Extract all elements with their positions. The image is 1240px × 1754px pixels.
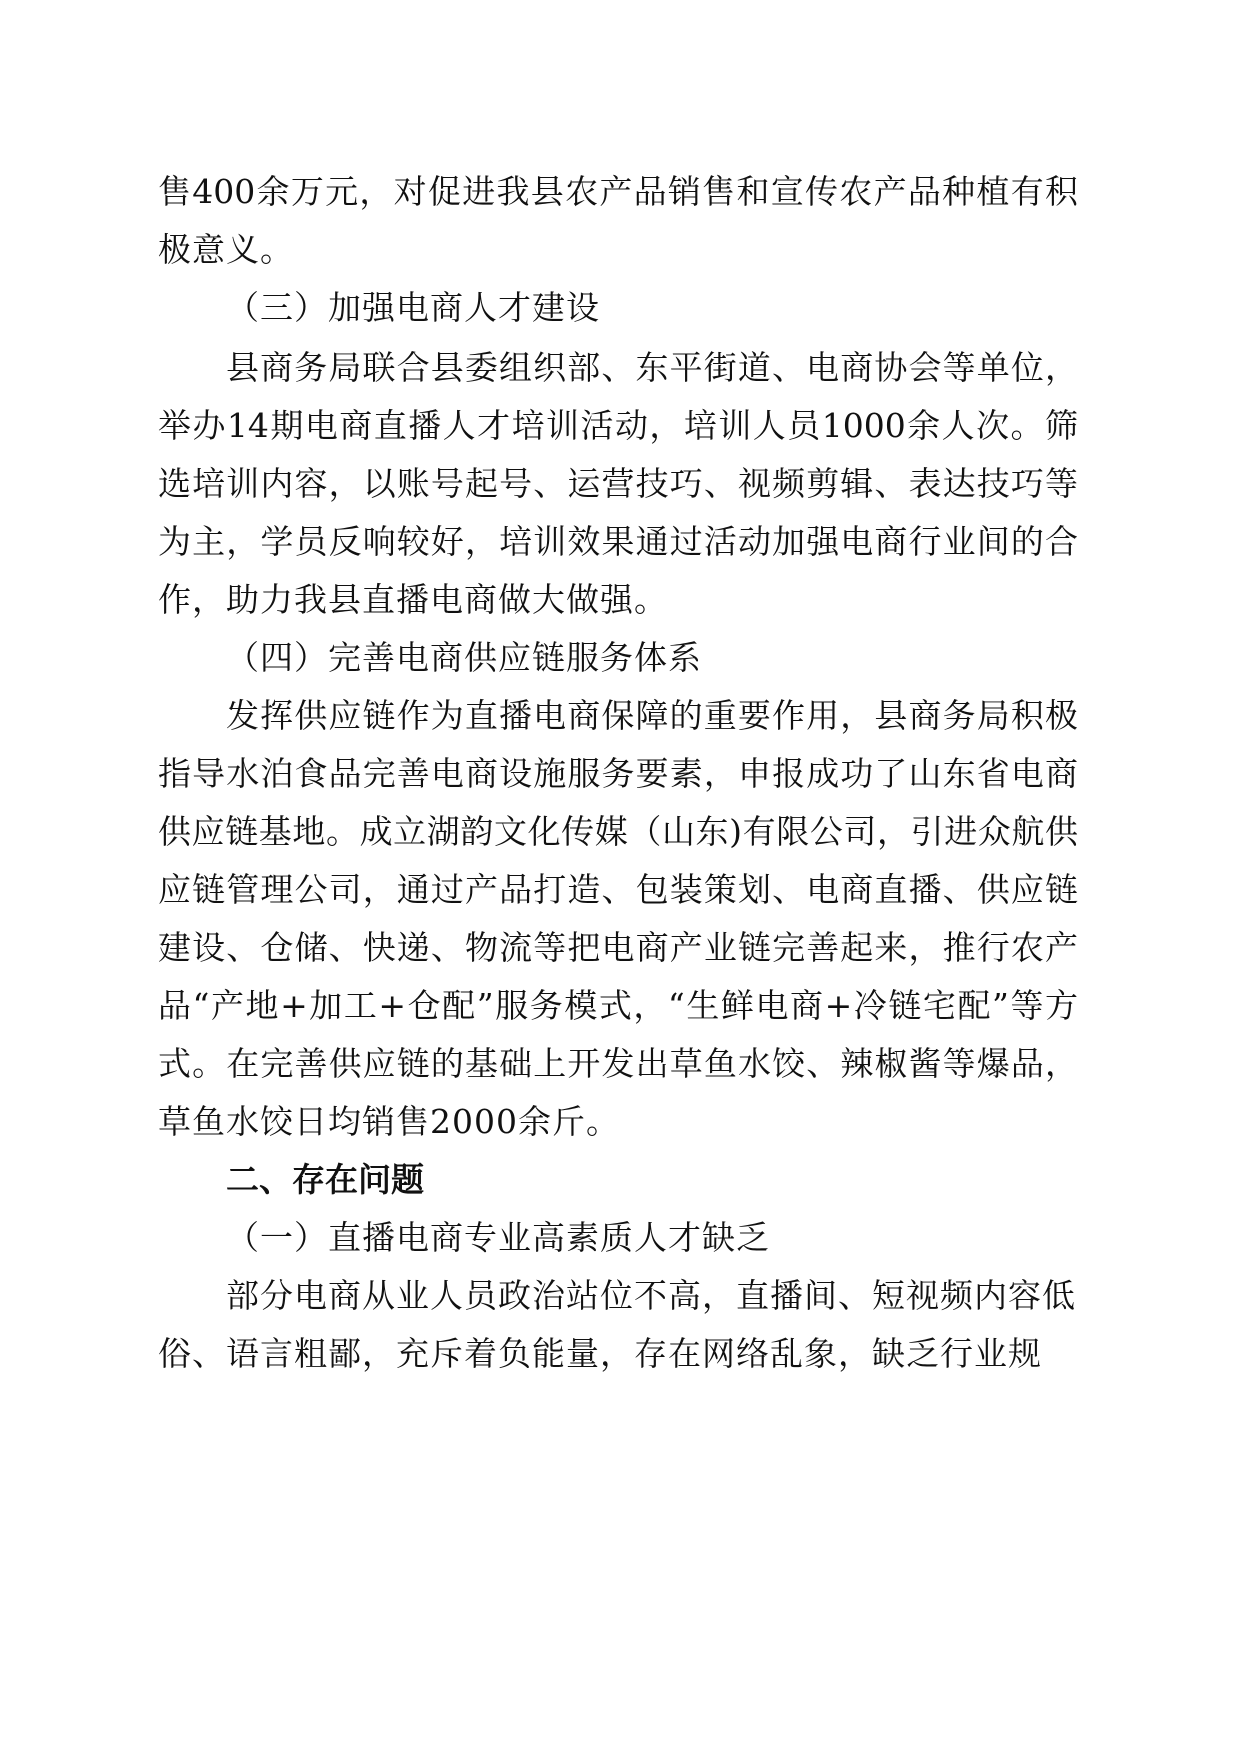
paragraph-line: 作，助力我县直播电商做大做强。 xyxy=(158,580,668,619)
paragraph-line: 建设、仓储、快递、物流等把电商产业链完善起来，推行农产 xyxy=(158,928,1078,967)
subheading-3: （三）加强电商人才建设 xyxy=(226,288,600,327)
paragraph-line: 售400余万元，对促进我县农产品销售和宣传农产品种植有积 xyxy=(158,172,1078,211)
paragraph-line: 为主，学员反响较好，培训效果通过活动加强电商行业间的合 xyxy=(158,522,1078,561)
paragraph-line: 指导水泊食品完善电商设施服务要素，申报成功了山东省电商 xyxy=(158,754,1078,793)
paragraph-line: 应链管理公司，通过产品打造、包装策划、电商直播、供应链 xyxy=(158,870,1078,909)
paragraph-line: 品“产地+加工+仓配”服务模式，“生鲜电商+冷链宅配”等方 xyxy=(158,986,1078,1025)
subheading-1: （一）直播电商专业高素质人才缺乏 xyxy=(226,1218,770,1257)
paragraph-line: 极意义。 xyxy=(158,230,294,269)
paragraph-line: 发挥供应链作为直播电商保障的重要作用，县商务局积极 xyxy=(226,696,1078,735)
paragraph-line: 选培训内容，以账号起号、运营技巧、视频剪辑、表达技巧等 xyxy=(158,464,1078,503)
paragraph-line: 县商务局联合县委组织部、东平街道、电商协会等单位， xyxy=(226,348,1078,387)
paragraph-line: 式。在完善供应链的基础上开发出草鱼水饺、辣椒酱等爆品， xyxy=(158,1044,1078,1083)
paragraph-line: 草鱼水饺日均销售2000余斤。 xyxy=(158,1102,620,1141)
paragraph-line: 俗、语言粗鄙，充斥着负能量，存在网络乱象，缺乏行业规 xyxy=(158,1334,1042,1373)
paragraph-line: 供应链基地。成立湖韵文化传媒（山东)有限公司，引进众航供 xyxy=(158,812,1078,851)
paragraph-line: 举办14期电商直播人才培训活动，培训人员1000余人次。筛 xyxy=(158,406,1078,445)
paragraph-line: 部分电商从业人员政治站位不高，直播间、短视频内容低 xyxy=(226,1276,1076,1315)
subheading-4: （四）完善电商供应链服务体系 xyxy=(226,638,702,677)
section-heading: 二、存在问题 xyxy=(226,1160,424,1199)
